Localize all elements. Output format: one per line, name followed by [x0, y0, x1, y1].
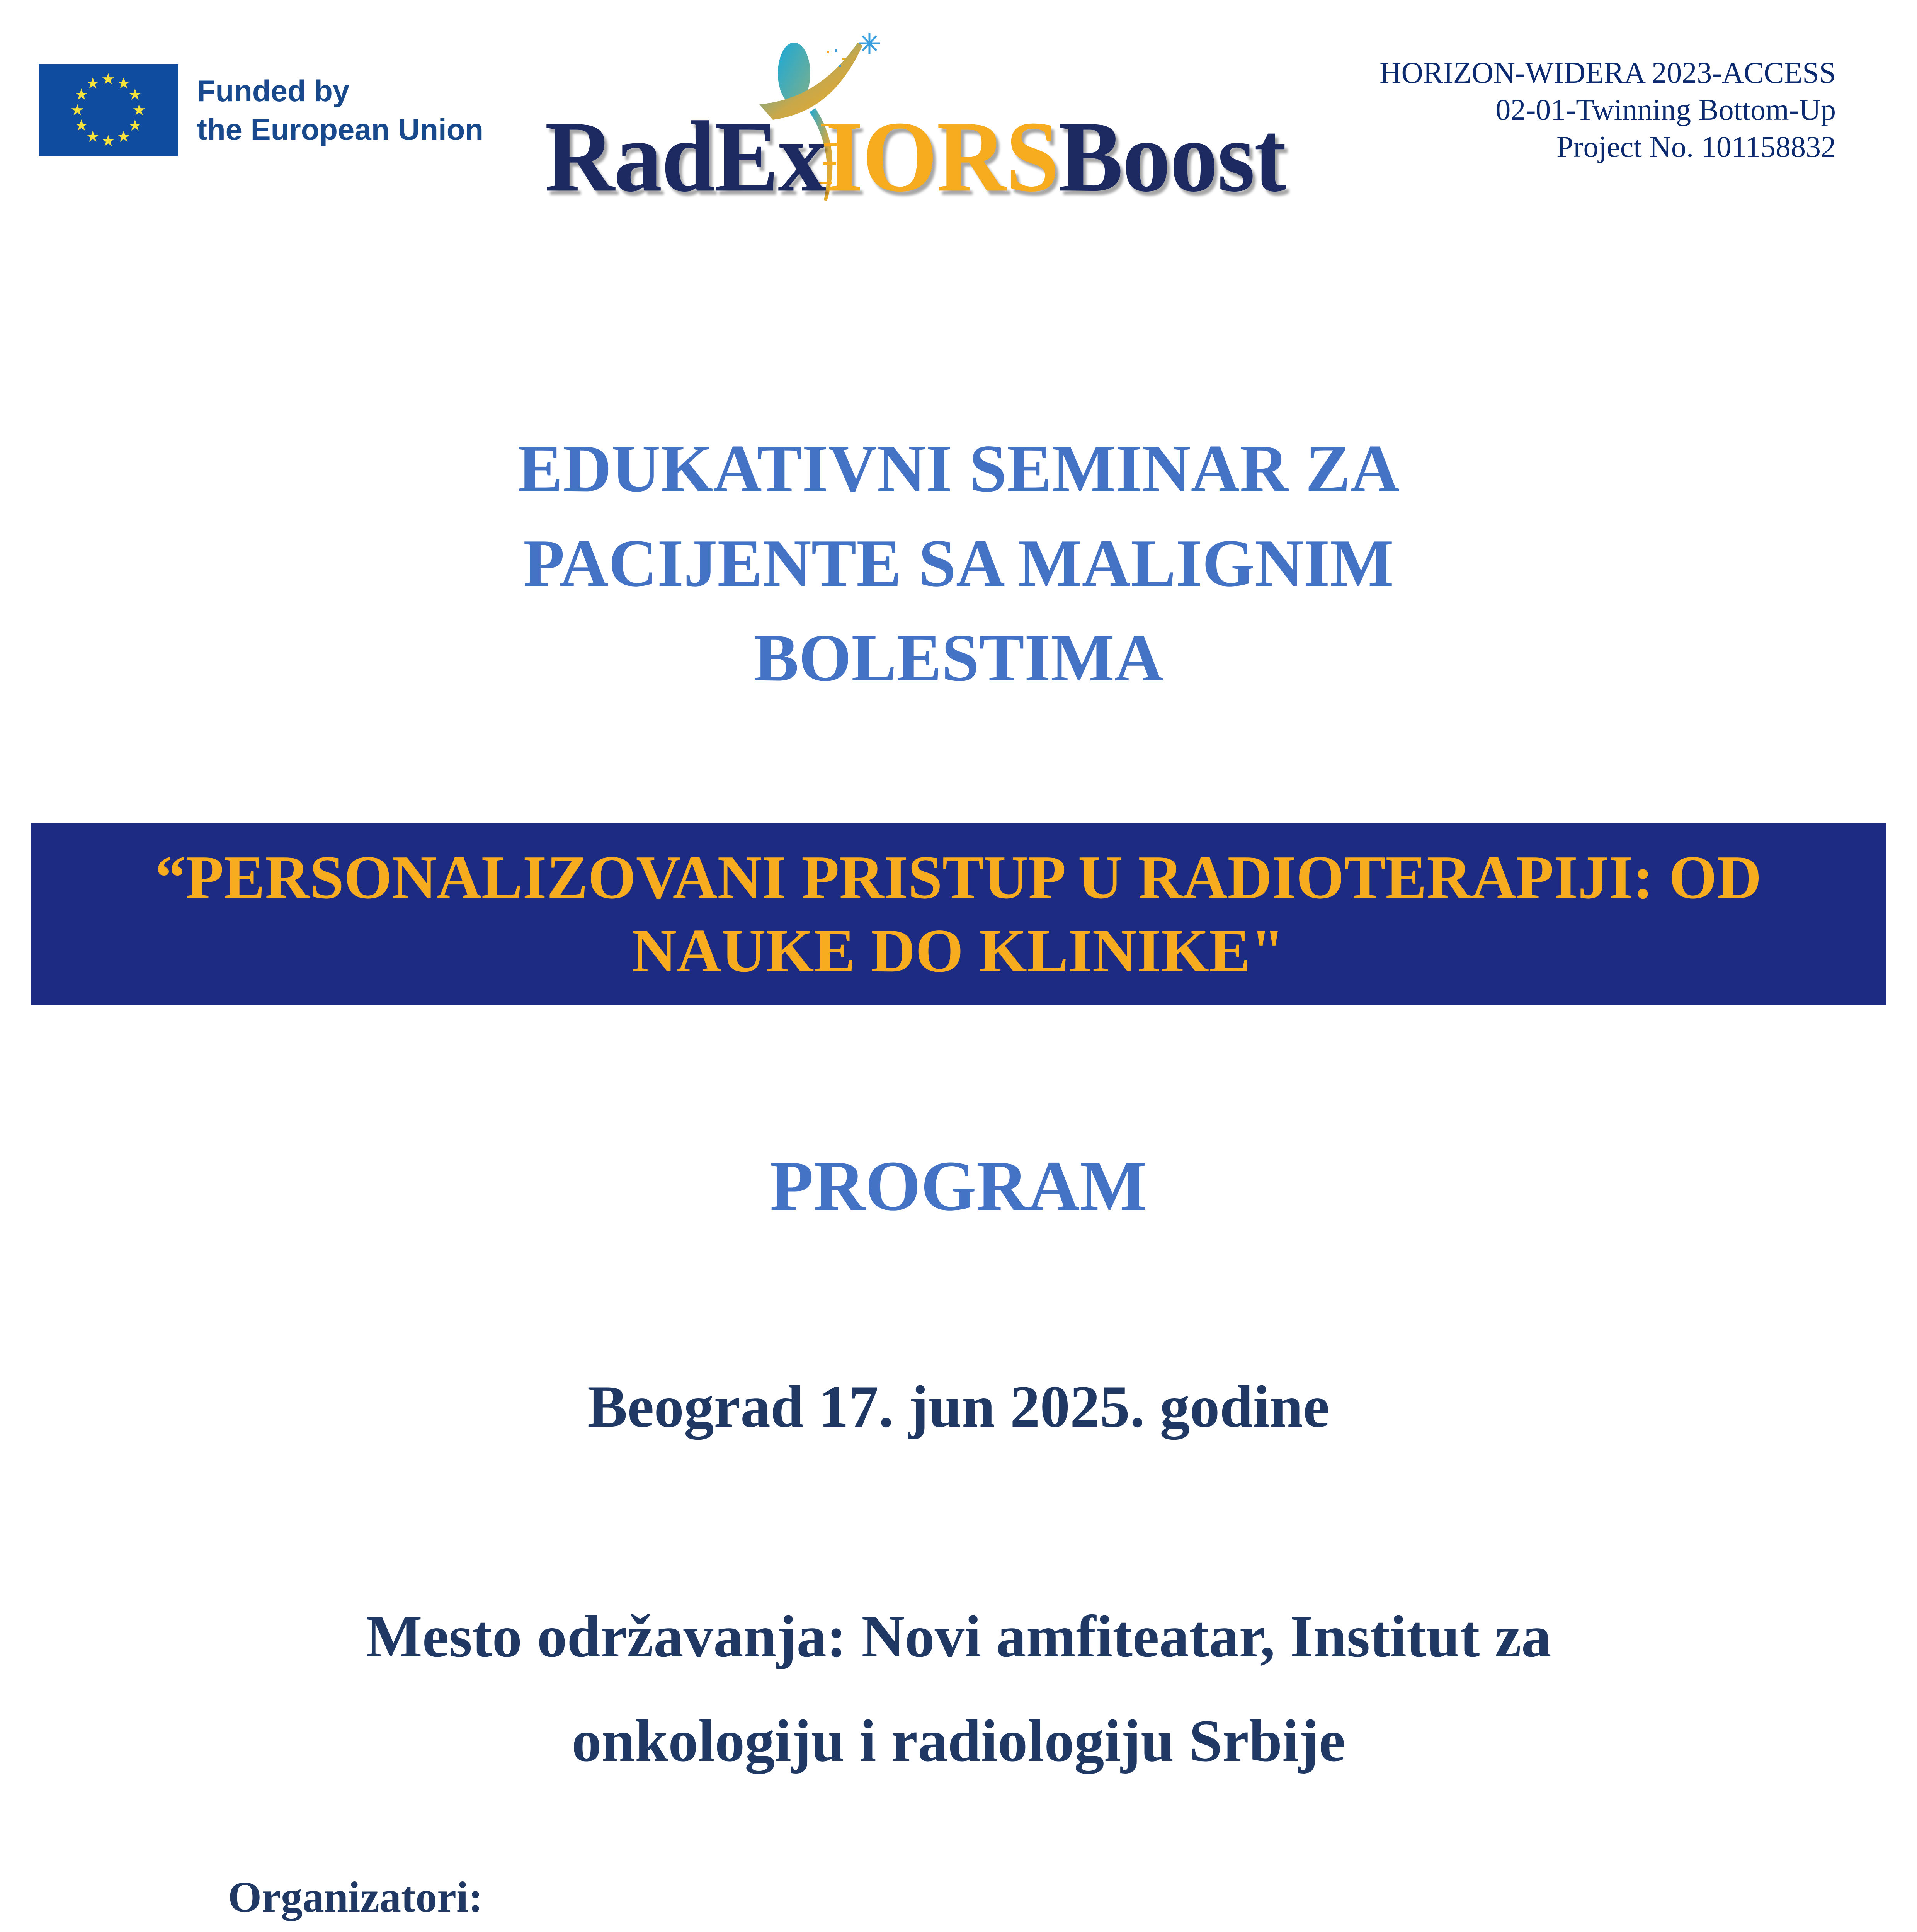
banner-line-2: NAUKE DO KLINIKE"	[632, 916, 1285, 985]
grant-call: HORIZON-WIDERA 2023-ACCESS	[1379, 56, 1836, 89]
eu-star-icon: ★	[117, 74, 131, 92]
eu-star-icon: ★	[132, 101, 146, 119]
eu-star-icon: ★	[74, 86, 88, 104]
eu-star-icon: ★	[70, 101, 84, 119]
eu-funding-text	[197, 71, 483, 149]
eu-star-icon: ★	[101, 132, 115, 150]
eu-star-icon: ★	[86, 74, 100, 92]
venue-line-2: onkologiju i radiologiju Srbije	[572, 1708, 1345, 1774]
venue	[0, 1584, 1917, 1793]
eu-star-icon: ★	[86, 128, 100, 146]
venue-line-1: Mesto održavanja: Novi amfiteatar, Institut za	[366, 1603, 1551, 1670]
eu-funding-line-2: the European Union	[197, 112, 483, 146]
title-line-3: BOLESTIMA	[754, 620, 1163, 695]
eu-star-icon: ★	[117, 128, 131, 146]
organizers-label: Organizatori:	[228, 1873, 483, 1921]
eu-funding-logo	[39, 58, 526, 162]
radexiorsboost-wordmark	[545, 100, 1286, 213]
grant-info	[1379, 54, 1836, 165]
grant-topic: 02-01-Twinning Bottom-Up	[1495, 93, 1836, 126]
eu-flag-icon	[39, 64, 178, 156]
seminar-theme-banner	[31, 823, 1886, 1005]
eu-star-icon: ★	[128, 86, 142, 104]
eu-star-icon: ★	[74, 117, 88, 134]
title-line-2: PACIJENTE SA MALIGNIM	[523, 526, 1394, 600]
eu-star-icon: ★	[101, 70, 115, 88]
title-line-1: EDUKATIVNI SEMINAR ZA	[517, 431, 1400, 506]
wordmark-boost: Boost	[1058, 100, 1286, 213]
wordmark-radex: RadEx	[545, 100, 826, 213]
eu-star-icon: ★	[128, 117, 142, 134]
event-date: Beograd 17. jun 2025. godine	[587, 1373, 1330, 1440]
wordmark-iors: IORS	[825, 100, 1059, 213]
program-heading: PROGRAM	[770, 1146, 1147, 1226]
eu-funding-line-1: Funded by	[197, 74, 350, 108]
page-title	[0, 421, 1917, 705]
banner-line-1: “PERSONALIZOVANI PRISTUP U RADIOTERAPIJI: OD	[155, 843, 1762, 912]
radexiorsboost-logo	[537, 15, 1333, 213]
grant-project-number: Project No. 101158832	[1556, 130, 1836, 163]
